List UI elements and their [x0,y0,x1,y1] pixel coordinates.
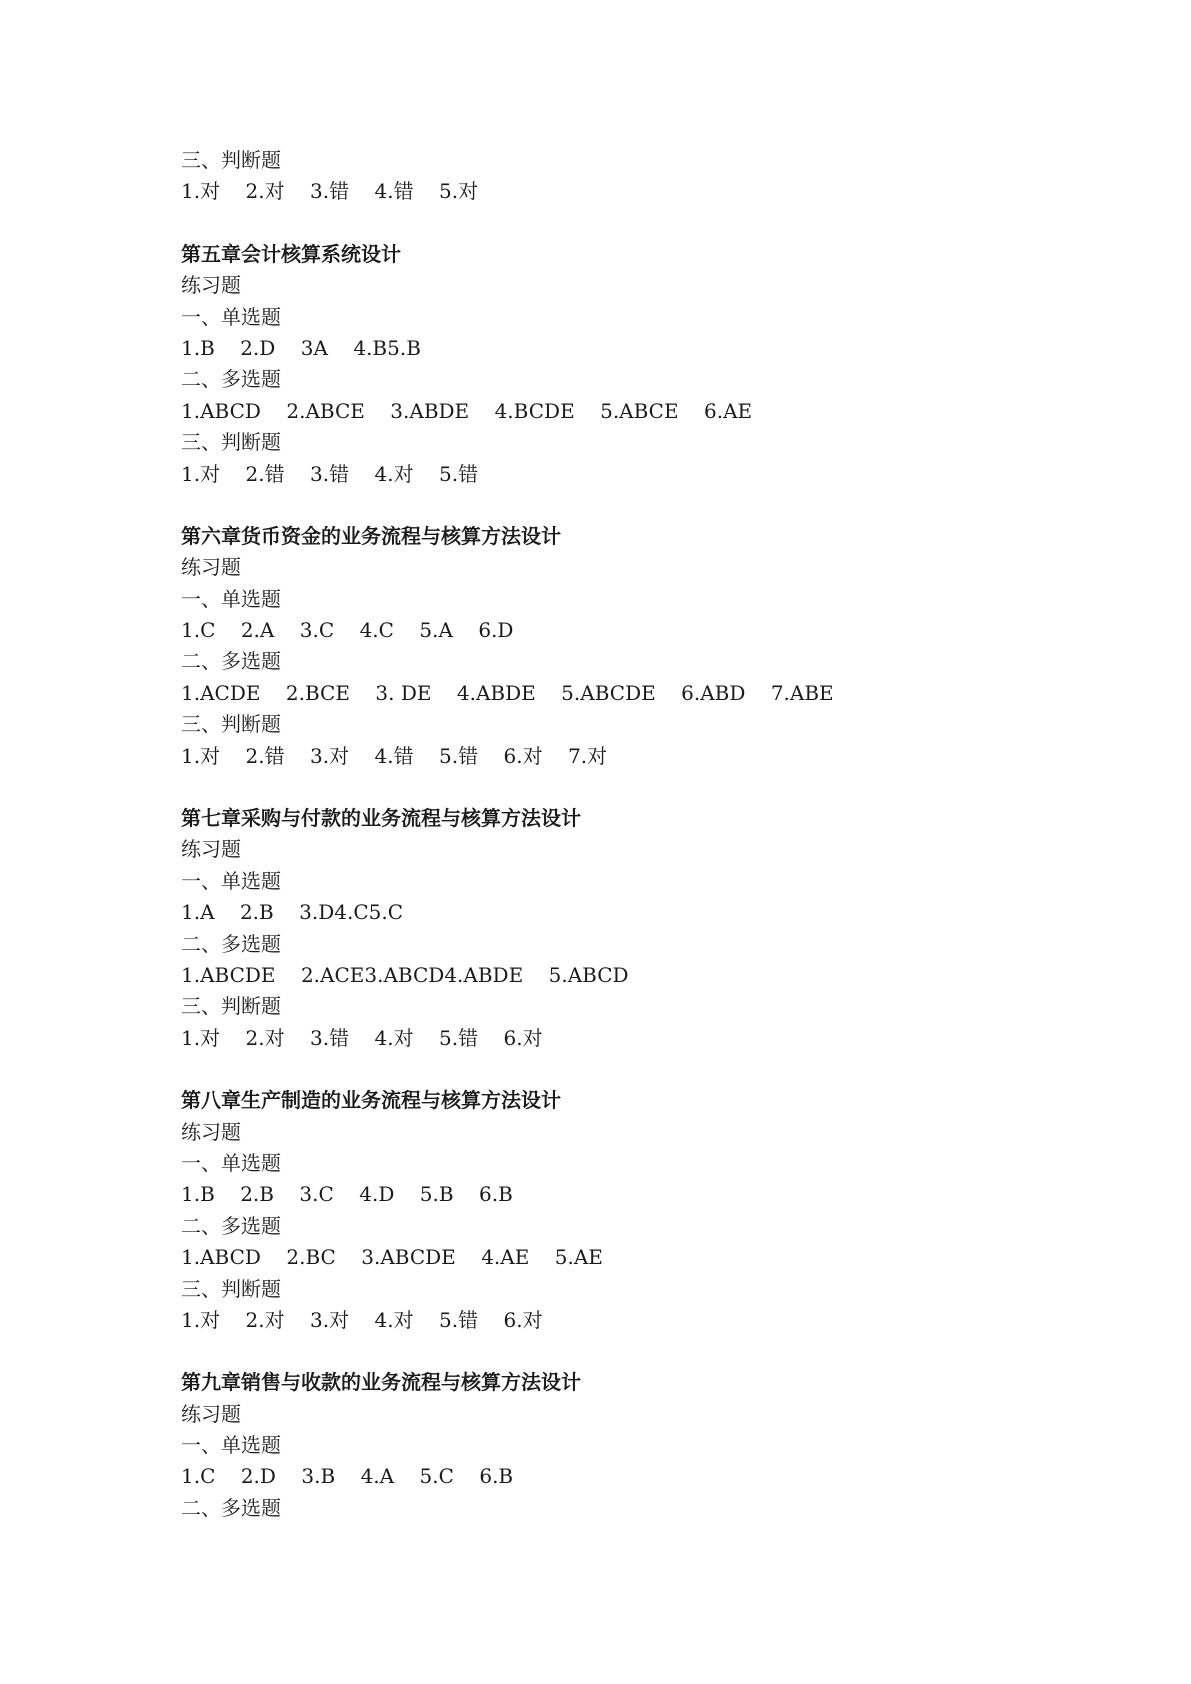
answer-line: 1.ABCDE 2.ACE3.ABCD4.ABDE 5.ABCD [181,962,629,987]
section-label: 三、判断题 [181,430,281,455]
exercise-subheading: 练习题 [181,555,241,580]
exercise-subheading: 练习题 [181,1401,241,1426]
answer-line: 1.ABCD 2.BC 3.ABCDE 4.AE 5.AE [181,1245,603,1270]
section-label: 二、多选题 [181,1495,281,1520]
answer-line: 1.B 2.D 3A 4.B5.B [181,335,421,360]
chapter-heading: 第五章会计核算系统设计 [181,241,401,266]
chapter-heading: 第八章生产制造的业务流程与核算方法设计 [181,1088,561,1113]
section-label: 三、判断题 [181,994,281,1019]
answer-line: 1.对 2.对 3.对 4.对 5.错 6.对 [181,1307,543,1332]
answer-line: 1.C 2.A 3.C 4.C 5.A 6.D [181,618,514,643]
section-label: 一、单选题 [181,586,281,611]
answer-line: 1.A 2.B 3.D4.C5.C [181,900,404,925]
answer-line: 1.对 2.对 3.错 4.对 5.错 6.对 [181,1025,543,1050]
section-label: 三、判断题 [181,712,281,737]
chapter-block [181,239,1081,490]
section-label: 三、判断题 [181,148,281,172]
chapter-block [181,145,1081,208]
block-spacer [181,490,1081,521]
answer-line: 1.C 2.D 3.B 4.A 5.C 6.B [181,1464,514,1489]
chapter-block [181,521,1081,772]
document-body [181,145,1081,1524]
exercise-subheading: 练习题 [181,273,241,298]
answer-line: 1.B 2.B 3.C 4.D 5.B 6.B [181,1182,513,1207]
exercise-subheading: 练习题 [181,1119,241,1144]
section-label: 二、多选题 [181,931,281,956]
block-spacer [181,772,1081,803]
section-label: 一、单选题 [181,868,281,893]
chapter-heading: 第六章货币资金的业务流程与核算方法设计 [181,523,561,548]
chapter-heading: 第九章销售与收款的业务流程与核算方法设计 [181,1370,581,1395]
chapter-block [181,803,1081,1054]
chapter-block [181,1367,1081,1524]
answer-line: 1.对 2.错 3.错 4.对 5.错 [181,461,479,486]
exercise-subheading: 练习题 [181,837,241,862]
answer-line: 1.ACDE 2.BCE 3. DE 4.ABDE 5.ABCDE 6.ABD 7.ABE [181,680,834,705]
block-spacer [181,208,1081,239]
chapter-heading: 第七章采购与付款的业务流程与核算方法设计 [181,806,581,831]
answer-line: 1.ABCD 2.ABCE 3.ABDE 4.BCDE 5.ABCE 6.AE [181,398,753,423]
section-label: 三、判断题 [181,1276,281,1301]
section-label: 二、多选题 [181,649,281,674]
section-label: 二、多选题 [181,1213,281,1238]
section-label: 一、单选题 [181,1433,281,1458]
section-label: 一、单选题 [181,1150,281,1175]
chapter-block [181,1085,1081,1336]
block-spacer [181,1054,1081,1085]
answer-line: 1.对 2.对 3.错 4.错 5.对 [181,179,479,204]
section-label: 二、多选题 [181,367,281,392]
block-spacer [181,1336,1081,1367]
section-label: 一、单选题 [181,304,281,329]
answer-line: 1.对 2.错 3.对 4.错 5.错 6.对 7.对 [181,743,608,768]
